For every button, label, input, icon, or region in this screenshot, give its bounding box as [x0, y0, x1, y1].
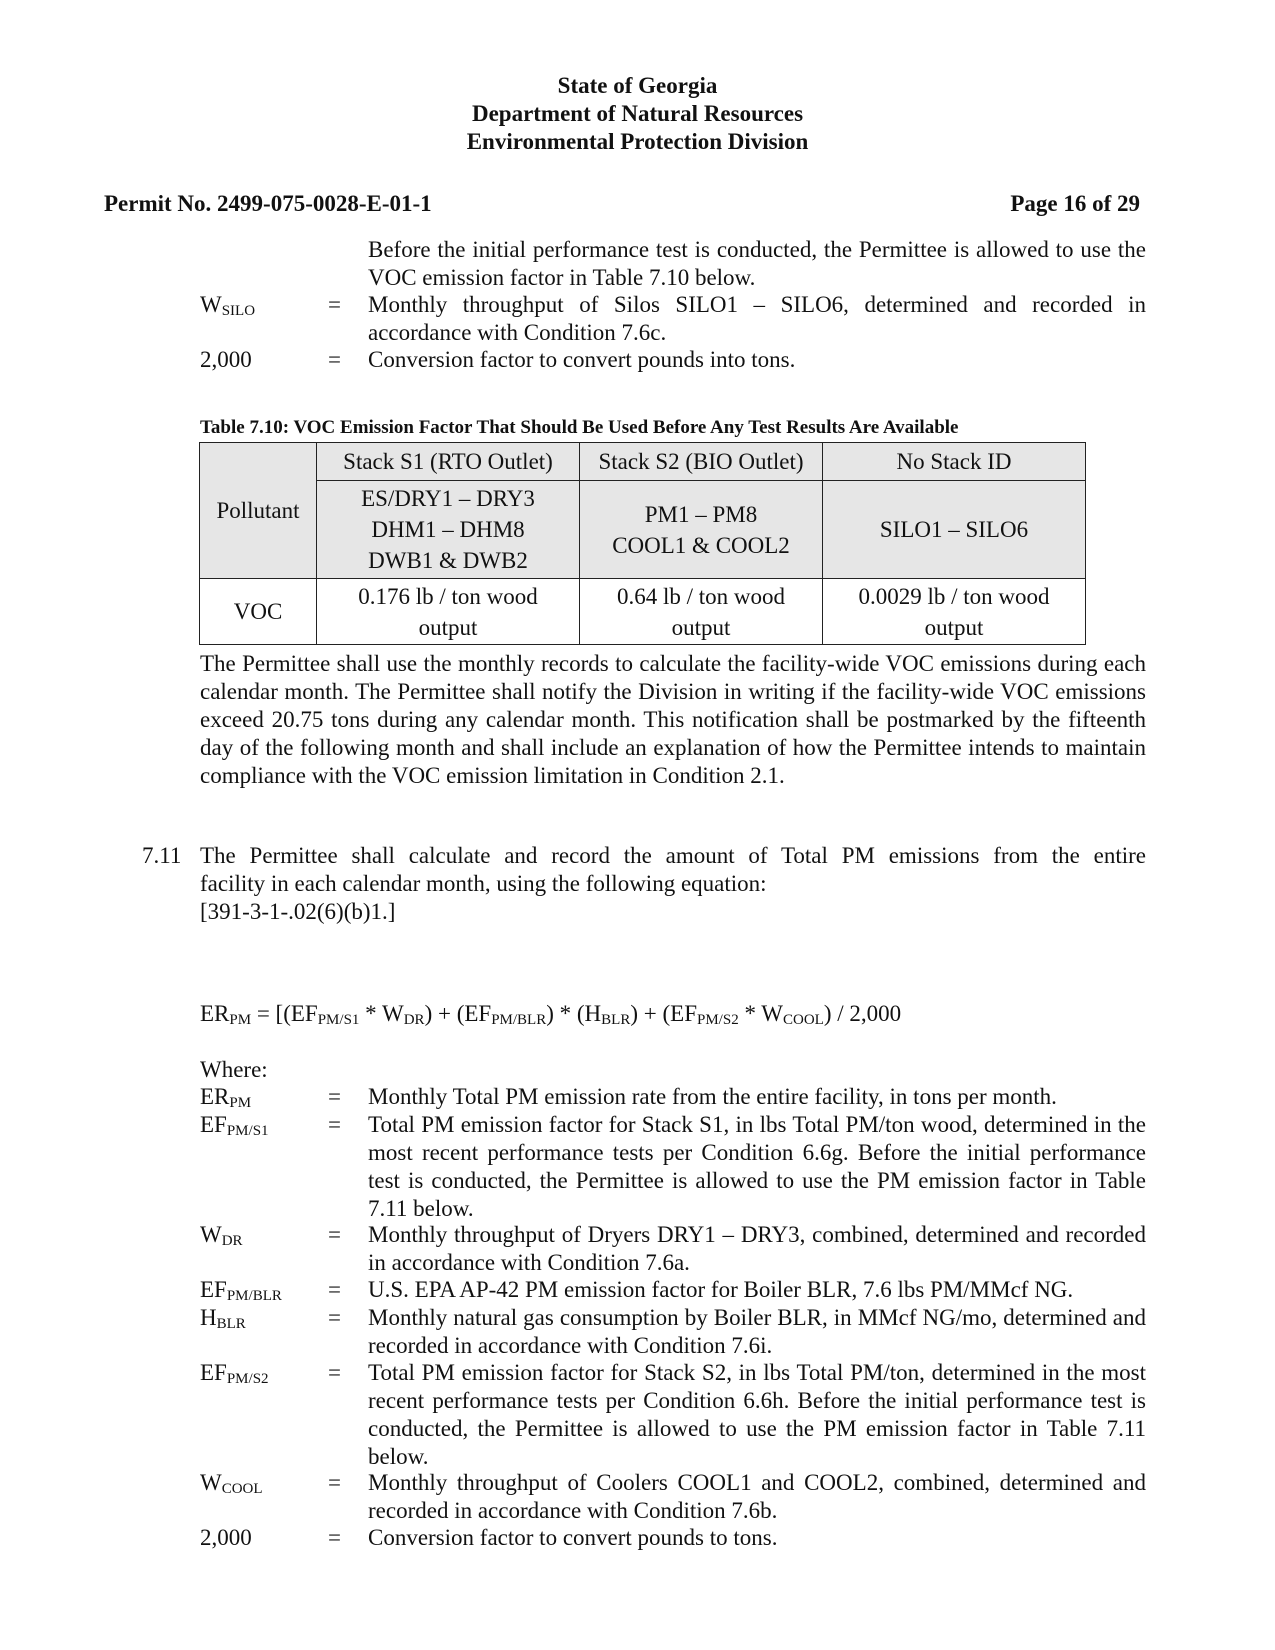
definition-symbol: $H_{BLR}$: [200, 1305, 246, 1332]
equals-sign: =: [328, 1360, 341, 1385]
definition-text: Monthly throughput of Dryers DRY1 – DRY3, combined, determined and recorded in accordance with Condition 7.6a.: [368, 1222, 1146, 1275]
condition-7-11-text: The Permittee shall calculate and record the amount of Total PM emissions from the entire facility in each calendar month, using the following equation: [391-3-1-.02(6)(b)1.]: [200, 843, 1146, 924]
voc-factor-no-stack: 0.0029 lb / ton wood output: [823, 579, 1086, 645]
unit-line: PM1 – PM8: [644, 501, 758, 527]
equals-sign: =: [328, 292, 341, 317]
table-7-10-title: Table 7.10: VOC Emission Factor That Should Be Used Before Any Test Results Are Available: [200, 417, 959, 438]
carryover-text: Before the initial performance test is conducted, the Permittee is allowed to use the VOC emission factor in Table 7.10 below.: [368, 237, 1146, 290]
unit-line: DHM1 – DHM8: [371, 517, 525, 542]
definition-symbol: $EF_{PM/BLR}$: [200, 1277, 282, 1304]
header-state: State of Georgia: [557, 73, 718, 98]
stack-s2-units: [580, 481, 823, 579]
definition-symbol: $EF_{PM/S2}$: [200, 1360, 269, 1387]
no-stack-header: No Stack ID: [823, 443, 1086, 481]
stack-s2-header: Stack S2 (BIO Outlet): [580, 443, 823, 481]
definition-text: Total PM emission factor for Stack S1, in lbs Total PM/ton wood, determined in the most recent performance tests per Condition 6.6g. Before the initial performance test is conducted, the Permittee is allowed to use the PM emission factor in Table 7.11 below.: [368, 1112, 1146, 1221]
pollutant-header: Pollutant: [200, 443, 317, 579]
definition-text: Monthly throughput of Coolers COOL1 and COOL2, combined, determined and recorded in accordance with Condition 7.6b.: [368, 1470, 1146, 1523]
where-label: Where:: [200, 1057, 268, 1082]
definition-text: U.S. EPA AP-42 PM emission factor for Boiler BLR, 7.6 lbs PM/MMcf NG.: [368, 1277, 1074, 1302]
permit-line: [104, 190, 1140, 218]
equals-sign: =: [328, 347, 341, 372]
equals-sign: =: [328, 1222, 341, 1247]
definition-symbol: $ER_{PM}$: [200, 1084, 252, 1111]
definition-symbol: 2,000: [200, 1525, 252, 1550]
header-department: Department of Natural Resources: [471, 101, 804, 126]
document-header: [0, 72, 1275, 156]
definition-text: Conversion factor to convert pounds into tons.: [368, 347, 796, 372]
voc-factor-s2: 0.64 lb / ton wood output: [580, 579, 823, 645]
definition-text: Monthly Total PM emission rate from the entire facility, in tons per month.: [368, 1084, 1057, 1109]
equals-sign: =: [328, 1084, 341, 1109]
equals-sign: =: [328, 1470, 341, 1495]
no-stack-units: [823, 481, 1086, 579]
equals-sign: =: [328, 1112, 341, 1137]
definition-symbol: $EF_{PM/S1}$: [200, 1112, 269, 1139]
stack-s1-units: [317, 481, 580, 579]
condition-number: 7.11: [142, 843, 182, 868]
table-7-10: [199, 442, 1086, 645]
equals-sign: =: [328, 1277, 341, 1302]
equals-sign: =: [328, 1525, 341, 1550]
equals-sign: =: [328, 1305, 341, 1330]
stack-s1-header: Stack S1 (RTO Outlet): [317, 443, 580, 481]
definition-text: Conversion factor to convert pounds to tons.: [368, 1525, 778, 1550]
page-number: Page 16 of 29: [1010, 191, 1140, 216]
definition-symbol: $W_{COOL}$: [200, 1470, 263, 1497]
pm-emission-equation: $ER_{PM} = [(EF_{PM/S1} * W_{DR}) + (EF_{PM/BLR}) * (H_{BLR}) + (EF_{PM/S2} * W_{COOL}) / 2,000$: [200, 1001, 902, 1028]
unit-line: DWB1 & DWB2: [368, 548, 528, 573]
definition-text: Monthly natural gas consumption by Boiler BLR, in MMcf NG/mo, determined and recorded in accordance with Condition 7.6i.: [368, 1305, 1146, 1358]
definition-symbol: 2,000: [200, 347, 252, 372]
definition-text: Total PM emission factor for Stack S2, in lbs Total PM/ton, determined in the most recent performance tests per Condition 6.6h. Before the initial performance test is conducted, the Permittee is allowed to use the PM emission factor in Table 7.11 below.: [368, 1360, 1146, 1469]
pollutant-voc: VOC: [200, 579, 317, 645]
voc-notification-paragraph: The Permittee shall use the monthly records to calculate the facility-wide VOC emissions during each calendar month. The Permittee shall notify the Division in writing if the facility-wide VOC emissions exceed 20.75 tons during any calendar month. This notification shall be postmarked by the fifteenth day of the following month and shall include an explanation of how the Permittee intends to maintain compliance with the VOC emission limitation in Condition 2.1.: [200, 651, 1147, 788]
header-division: Environmental Protection Division: [466, 129, 809, 154]
definition-text: Monthly throughput of Silos SILO1 – SILO6, determined and recorded in accordance with Condition 7.6c.: [368, 292, 1146, 345]
definition-symbol: $W_{SILO}$: [200, 292, 256, 319]
definition-symbol: $W_{DR}$: [200, 1222, 243, 1249]
unit-line: COOL1 & COOL2: [612, 532, 790, 558]
unit-line: ES/DRY1 – DRY3: [361, 486, 535, 511]
unit-line: SILO1 – SILO6: [879, 517, 1029, 542]
voc-factor-s1: 0.176 lb / ton wood output: [317, 579, 580, 645]
permit-number: Permit No. 2499-075-0028-E-01-1: [104, 191, 432, 216]
